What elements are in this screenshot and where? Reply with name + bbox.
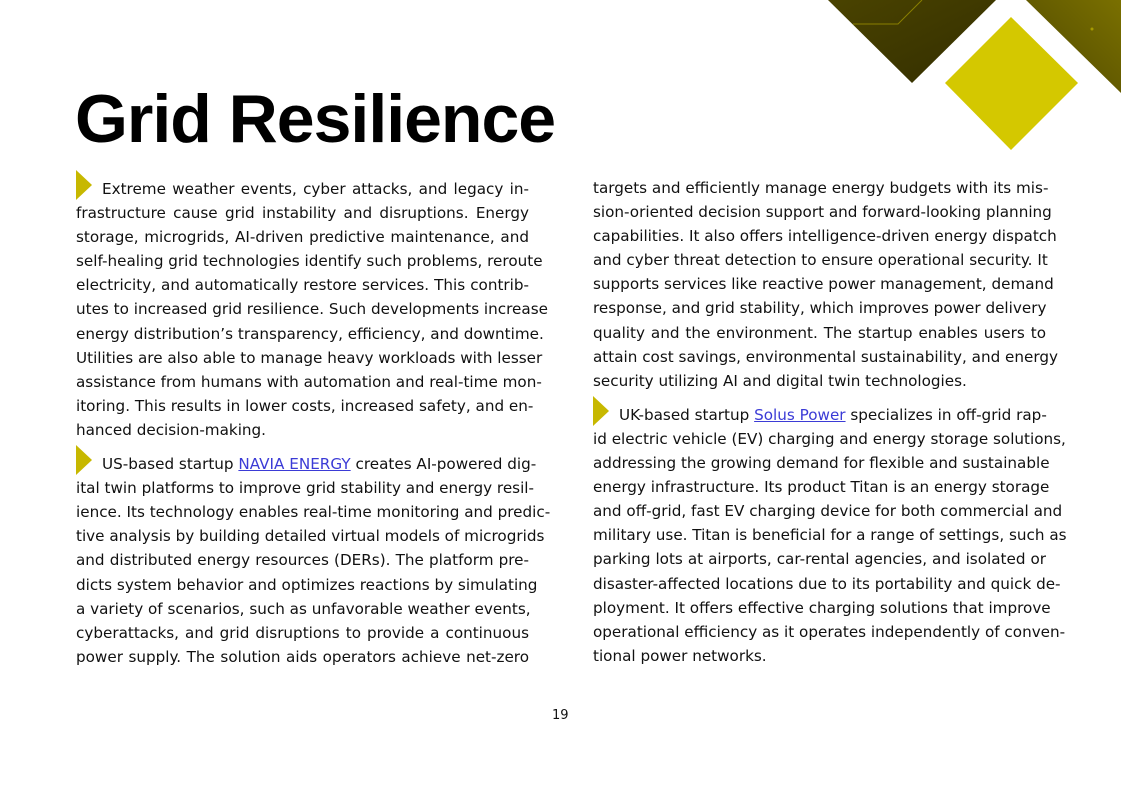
text-line: supports services like reactive power management, demand — [593, 275, 1054, 294]
text-line: operational efficiency as it operates independently of conven- — [593, 622, 1066, 641]
text-line: Utilities are also able to manage heavy workloads with lesser — [76, 348, 543, 367]
text-line: a variety of scenarios, such as unfavorable weather events, — [76, 599, 531, 618]
triangle-bullet-icon — [593, 396, 609, 426]
text-line: Extreme weather events, cyber attacks, and legacy in- — [102, 180, 529, 198]
paragraph — [593, 403, 1067, 668]
text-line: capabilities. It also offers intelligence-driven energy dispatch — [593, 227, 1057, 246]
text-line: electricity, and automatically restore services. This contrib- — [76, 276, 529, 295]
company-link[interactable]: NAVIA ENERGY — [238, 455, 351, 474]
text-line — [593, 403, 1046, 427]
text-line: and distributed energy resources (DERs). The platform pre- — [76, 551, 529, 570]
text-line: hanced decision-making. — [76, 420, 267, 439]
paragraph — [593, 176, 1058, 393]
text-line: storage, microgrids, AI-driven predictive maintenance, and — [76, 228, 529, 247]
text-line: ployment. It offers effective charging solutions that improve — [593, 598, 1051, 617]
text-line: and cyber threat detection to ensure operational security. It — [593, 251, 1048, 270]
right-column — [593, 176, 1067, 678]
text-line: power supply. The solution aids operators achieve net-zero — [76, 647, 529, 666]
text-line: cyberattacks, and grid disruptions to provide a continuous — [76, 623, 529, 642]
text-line: targets and efficiently manage energy budgets with its mis- — [593, 179, 1049, 197]
text-line: sion-oriented decision support and forward-looking planning — [593, 203, 1052, 222]
text-line: security utilizing AI and digital twin technologies. — [593, 371, 967, 390]
paragraph — [76, 452, 551, 669]
text-line: self-healing grid technologies identify such problems, reroute — [76, 252, 543, 271]
triangle-bullet-icon — [76, 445, 92, 475]
text-line: ience. Its technology enables real-time monitoring and predic- — [76, 503, 551, 522]
text-line: assistance from humans with automation and real-time mon- — [76, 372, 542, 391]
text-line: and off-grid, fast EV charging device for both commercial and — [593, 502, 1063, 521]
text-line — [76, 452, 537, 476]
text-line: response, and grid stability, which improves power delivery — [593, 299, 1047, 318]
text-segment: specializes in off-grid rap- — [845, 405, 1047, 424]
text-line: dicts system behavior and optimizes reactions by simulating — [76, 575, 538, 594]
company-link[interactable]: Solus Power — [754, 405, 846, 424]
left-column — [76, 177, 551, 679]
triangle-bullet-icon — [76, 170, 92, 200]
text-line: tional power networks. — [593, 646, 767, 665]
text-line: disaster-affected locations due to its portability and quick de- — [593, 574, 1061, 593]
text-line: attain cost savings, environmental sustainability, and energy — [593, 347, 1058, 366]
paragraph — [76, 177, 548, 442]
text-line: itoring. This results in lower costs, increased safety, and en- — [76, 396, 534, 415]
text-segment: creates AI-powered dig- — [350, 455, 537, 474]
page-number: 19 — [552, 708, 569, 723]
text-line: frastructure cause grid instability and disruptions. Energy — [76, 204, 529, 223]
yellow-diamond-shape — [945, 17, 1078, 150]
text-line: ital twin platforms to improve grid stability and energy resil- — [76, 479, 534, 498]
page-title: Grid Resilience — [75, 81, 556, 157]
text-segment: UK-based startup — [619, 405, 755, 424]
text-line: id electric vehicle (EV) charging and energy storage solutions, — [593, 429, 1066, 448]
text-line: utes to increased grid resilience. Such developments increase — [76, 300, 548, 319]
text-line: energy distribution’s transparency, efficiency, and downtime. — [76, 324, 544, 343]
text-line: military use. Titan is beneficial for a range of settings, such as — [593, 526, 1067, 545]
text-line: quality and the environment. The startup enables users to — [593, 323, 1046, 342]
text-line: tive analysis by building detailed virtual models of microgrids — [76, 527, 545, 546]
text-line: parking lots at airports, car-rental agencies, and isolated or — [593, 550, 1046, 569]
text-line: energy infrastructure. Its product Titan is an energy storage — [593, 478, 1050, 497]
text-line: addressing the growing demand for flexible and sustainable — [593, 454, 1050, 473]
text-segment: US-based startup — [102, 455, 239, 474]
